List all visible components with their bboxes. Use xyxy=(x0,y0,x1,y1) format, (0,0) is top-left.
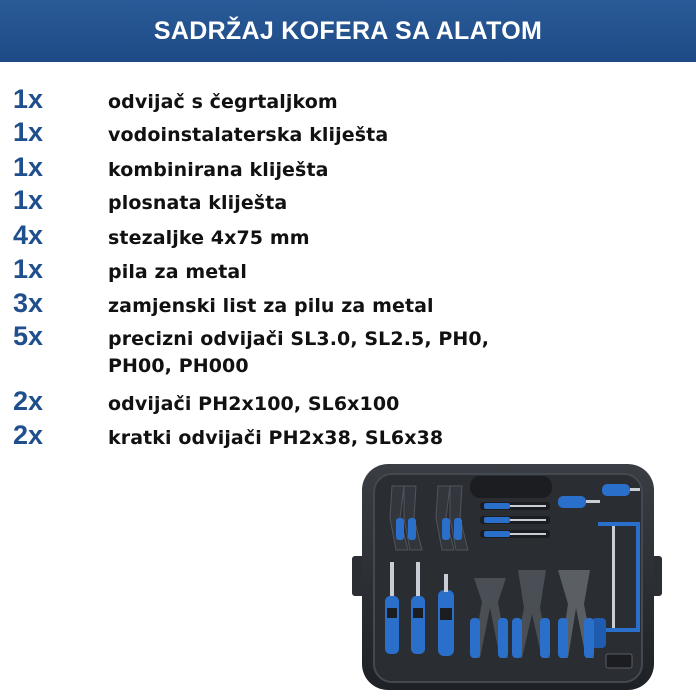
item-description: odvijač s čegrtaljkom xyxy=(108,91,338,113)
saw-blade xyxy=(612,526,615,628)
item-description: kombinirana kliješta xyxy=(108,159,329,181)
case-handle-slot xyxy=(470,476,552,498)
ratchet-screwdriver xyxy=(438,590,454,656)
item-description: vodoinstalaterska kliješta xyxy=(108,124,389,146)
item-description: kratki odvijači PH2x38, SL6x38 xyxy=(108,427,444,449)
item-quantity: 2x xyxy=(13,420,44,450)
item-description: odvijači PH2x100, SL6x100 xyxy=(108,393,400,415)
item-description: zamjenski list za pilu za metal xyxy=(108,295,434,317)
tool-case-image xyxy=(352,458,664,694)
item-description-continued: PH00, PH000 xyxy=(108,355,249,377)
item-quantity: 2x xyxy=(13,386,44,416)
item-quantity: 4x xyxy=(13,220,44,250)
item-quantity: 1x xyxy=(13,254,44,284)
item-quantity: 1x xyxy=(13,117,44,147)
item-description: plosnata kliješta xyxy=(108,192,288,214)
page-title: SADRŽAJ KOFERA SA ALATOM xyxy=(153,16,543,45)
item-description: stezaljke 4x75 mm xyxy=(108,227,310,249)
item-quantity: 1x xyxy=(13,185,44,215)
saw-handle xyxy=(592,618,606,648)
tool-case-illustration xyxy=(352,458,664,694)
item-quantity: 5x xyxy=(13,321,44,351)
item-quantity: 3x xyxy=(13,288,44,318)
item-quantity: 1x xyxy=(13,84,44,114)
item-description: precizni odvijači SL3.0, SL2.5, PH0, xyxy=(108,328,490,350)
item-quantity: 1x xyxy=(13,152,44,182)
item-description: pila za metal xyxy=(108,261,247,283)
case-label xyxy=(606,654,632,668)
precision-screwdrivers xyxy=(480,502,550,538)
title-banner xyxy=(0,0,696,62)
